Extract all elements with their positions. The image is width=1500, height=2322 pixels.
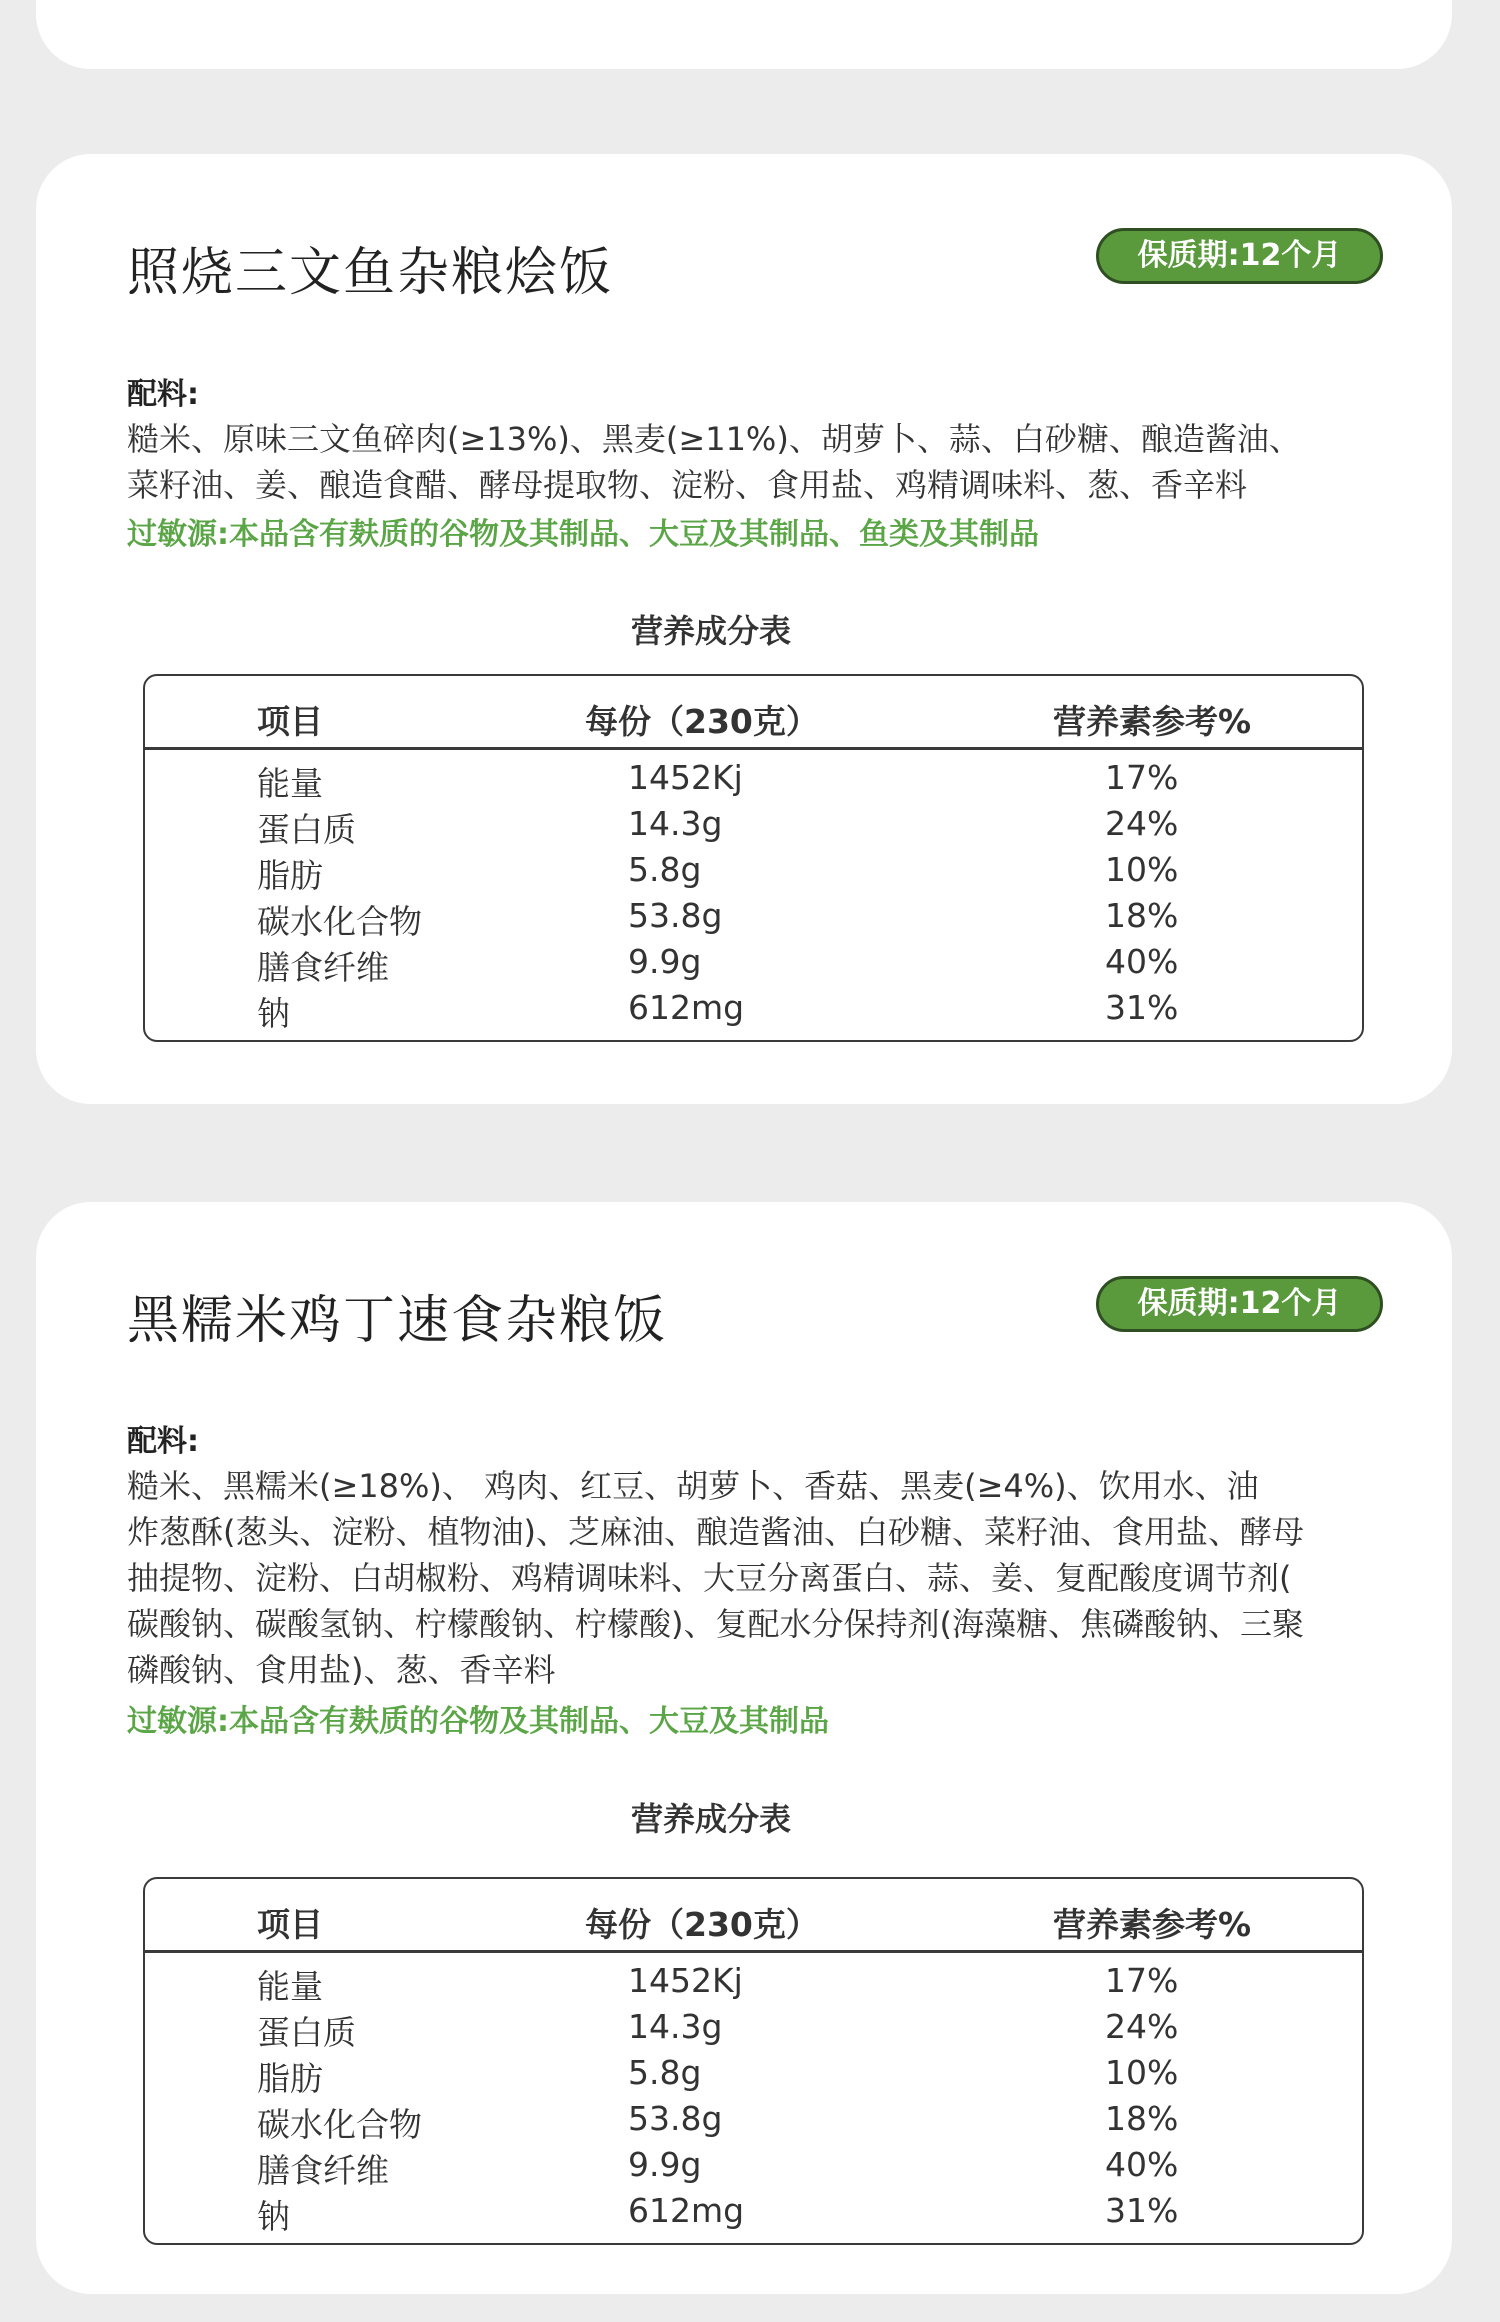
- nutrient-name: 能量: [257, 764, 323, 803]
- nutrient-name: 膳食纤维: [257, 948, 389, 987]
- nutrient-nrv: 31%: [1105, 988, 1179, 1027]
- nutrient-name: 碳水化合物: [257, 902, 422, 941]
- nutrient-amount: 14.3g: [628, 804, 723, 843]
- column-header-item: 项目: [257, 1905, 323, 1944]
- product-card: [36, 154, 1452, 1104]
- table-body: [145, 1953, 1362, 2236]
- table-row: [145, 938, 1362, 987]
- table-body: [145, 750, 1362, 1033]
- table-row: [145, 2049, 1362, 2098]
- nutrient-nrv: 40%: [1105, 942, 1179, 981]
- nutrient-name: 碳水化合物: [257, 2105, 422, 2144]
- nutrient-nrv: 40%: [1105, 2145, 1179, 2184]
- ingredients-line: 磷酸钠、食用盐)、葱、香辛料: [127, 1651, 556, 1689]
- ingredients-label: 配料:: [127, 377, 199, 412]
- nutrient-nrv: 24%: [1105, 804, 1179, 843]
- table-row: [145, 2187, 1362, 2236]
- ingredients-line: 糙米、原味三文鱼碎肉(≥13%)、黑麦(≥11%)、胡萝卜、蒜、白砂糖、酿造酱油、: [127, 420, 1301, 458]
- table-row: [145, 892, 1362, 941]
- nutrient-amount: 5.8g: [628, 2053, 702, 2092]
- product-card-previous: [36, 0, 1452, 69]
- column-header-item: 项目: [257, 702, 323, 741]
- table-header: [145, 1879, 1362, 1953]
- ingredients-line: 糙米、黑糯米(≥18%)、 鸡肉、红豆、胡萝卜、香菇、黑麦(≥4%)、饮用水、油: [127, 1467, 1259, 1505]
- nutrient-nrv: 24%: [1105, 2007, 1179, 2046]
- ingredients-line: 抽提物、淀粉、白胡椒粉、鸡精调味料、大豆分离蛋白、蒜、姜、复配酸度调节剂(: [127, 1559, 1292, 1597]
- nutrient-amount: 1452Kj: [628, 758, 743, 797]
- nutrient-nrv: 31%: [1105, 2191, 1179, 2230]
- table-row: [145, 754, 1362, 803]
- product-title: 照烧三文鱼杂粮烩饭: [127, 243, 614, 303]
- table-row: [145, 984, 1362, 1033]
- table-row: [145, 2003, 1362, 2052]
- product-title: 黑糯米鸡丁速食杂粮饭: [127, 1291, 668, 1351]
- ingredients-text: [127, 1463, 1397, 1693]
- nutrient-amount: 14.3g: [628, 2007, 723, 2046]
- nutrient-name: 钠: [257, 2197, 290, 2236]
- nutrient-name: 蛋白质: [257, 2013, 356, 2052]
- nutrient-name: 蛋白质: [257, 810, 356, 849]
- shelf-life-badge: 保质期:12个月: [1096, 228, 1383, 284]
- nutrition-table-title: 营养成分表: [630, 612, 791, 650]
- column-header-per-serving: 每份（230克）: [585, 1905, 819, 1944]
- nutrient-name: 脂肪: [257, 856, 323, 895]
- table-row: [145, 2095, 1362, 2144]
- column-header-per-serving: 每份（230克）: [585, 702, 819, 741]
- nutrient-amount: 9.9g: [628, 942, 702, 981]
- product-card: [36, 1202, 1452, 2294]
- ingredients-label: 配料:: [127, 1424, 199, 1459]
- nutrition-table: [143, 674, 1364, 1042]
- nutrient-name: 脂肪: [257, 2059, 323, 2098]
- table-row: [145, 2141, 1362, 2190]
- ingredients-line: 炸葱酥(葱头、淀粉、植物油)、芝麻油、酿造酱油、白砂糖、菜籽油、食用盐、酵母: [127, 1513, 1304, 1551]
- allergen-notice: 过敏源:本品含有麸质的谷物及其制品、大豆及其制品、鱼类及其制品: [127, 517, 1039, 552]
- nutrient-nrv: 10%: [1105, 850, 1179, 889]
- nutrient-nrv: 17%: [1105, 1961, 1179, 2000]
- ingredients-line: 菜籽油、姜、酿造食醋、酵母提取物、淀粉、食用盐、鸡精调味料、葱、香辛料: [127, 466, 1248, 504]
- nutrition-table: [143, 1877, 1364, 2245]
- nutrient-nrv: 17%: [1105, 758, 1179, 797]
- nutrient-amount: 9.9g: [628, 2145, 702, 2184]
- column-header-nrv: 营养素参考%: [1053, 702, 1252, 741]
- nutrition-table-title: 营养成分表: [630, 1800, 791, 1838]
- nutrient-amount: 53.8g: [628, 2099, 723, 2138]
- nutrient-amount: 612mg: [628, 2191, 745, 2230]
- table-row: [145, 800, 1362, 849]
- nutrient-name: 膳食纤维: [257, 2151, 389, 2190]
- nutrient-nrv: 18%: [1105, 2099, 1179, 2138]
- nutrient-name: 钠: [257, 994, 290, 1033]
- nutrient-amount: 612mg: [628, 988, 745, 1027]
- nutrient-nrv: 10%: [1105, 2053, 1179, 2092]
- ingredients-text: [127, 416, 1397, 508]
- shelf-life-badge: 保质期:12个月: [1096, 1276, 1383, 1332]
- nutrient-amount: 1452Kj: [628, 1961, 743, 2000]
- table-row: [145, 846, 1362, 895]
- table-header: [145, 676, 1362, 750]
- table-row: [145, 1957, 1362, 2006]
- ingredients-line: 碳酸钠、碳酸氢钠、柠檬酸钠、柠檬酸)、复配水分保持剂(海藻糖、焦磷酸钠、三聚: [127, 1605, 1304, 1643]
- nutrient-nrv: 18%: [1105, 896, 1179, 935]
- nutrient-amount: 5.8g: [628, 850, 702, 889]
- allergen-notice: 过敏源:本品含有麸质的谷物及其制品、大豆及其制品: [127, 1704, 829, 1739]
- nutrient-name: 能量: [257, 1967, 323, 2006]
- column-header-nrv: 营养素参考%: [1053, 1905, 1252, 1944]
- nutrient-amount: 53.8g: [628, 896, 723, 935]
